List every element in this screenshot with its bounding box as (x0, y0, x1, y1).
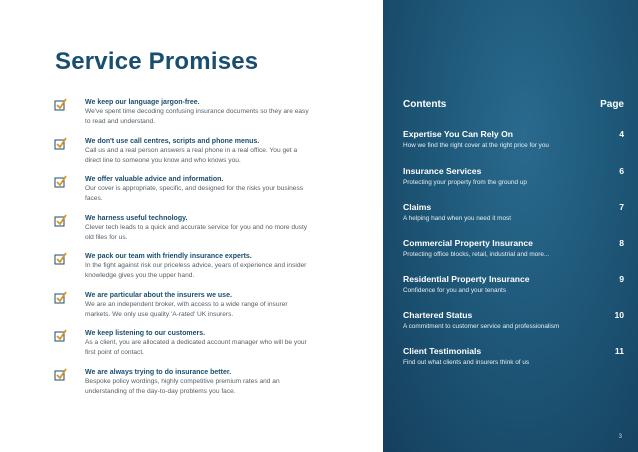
toc-item-commercial-property[interactable] (403, 237, 624, 260)
toc-item-title: Chartered Status (403, 310, 473, 320)
toc-item-title: Expertise You Can Rely On (403, 129, 514, 139)
checkbox-checked-icon (54, 252, 68, 266)
promise-item (54, 98, 312, 137)
checkbox-checked-icon (54, 214, 68, 228)
promise-item (54, 252, 312, 291)
promise-text: We've spent time decoding confusing insurance documents so they are easy to read and understand. (85, 108, 309, 125)
promise-text: As a client, you are allocated a dedicated account manager who will be your first point of contact. (85, 339, 307, 356)
checkbox-checked-icon (54, 368, 68, 382)
contents-header (403, 99, 624, 110)
toc-item-claims[interactable] (403, 201, 624, 224)
toc-item-title: Claims (403, 202, 432, 212)
toc-item-page: 11 (614, 346, 624, 356)
toc-item-title: Residential Property Insurance (403, 274, 530, 284)
promise-text: We are an independent broker, with access to a wide range of insurer markets. We only use quality 'A-rated' UK insurers. (85, 300, 288, 318)
toc-item-page: 7 (619, 202, 624, 212)
checkbox-checked-icon (54, 291, 68, 305)
toc-item-insurance-services[interactable] (403, 165, 624, 188)
promise-text: Call us and a real person answers a real phone in a real office. You get a direct line to someone you know and who knows you. (85, 146, 298, 164)
toc-item-page: 6 (619, 166, 624, 176)
promise-heading: We keep our language jargon-free. (85, 99, 200, 106)
promise-item (54, 329, 312, 368)
promise-item (54, 175, 312, 214)
toc-item-residential-property[interactable] (403, 273, 624, 296)
checkbox-checked-icon (54, 137, 68, 151)
page-column-label: Page (600, 99, 624, 110)
checkbox-checked-icon (54, 329, 68, 343)
promise-text: Our cover is appropriate, specific, and designed for the risks your business faces. (85, 185, 304, 202)
promise-text: Bespoke policy wordings, highly competitive premium rates and an understanding of the day-to-day problems you face. (85, 377, 280, 395)
promise-heading: We offer valuable advice and information. (85, 176, 224, 183)
contents-heading: Contents (403, 99, 447, 110)
toc-item-page: 4 (619, 129, 624, 139)
promise-text: Clever tech leads to a quick and accurate service for you and no more dusty old files for us. (85, 223, 308, 241)
toc-item-subtitle: A helping hand when you need it most (403, 215, 512, 222)
toc-item-chartered-status[interactable] (403, 309, 624, 332)
toc-item-subtitle: Protecting your property from the ground up (403, 179, 527, 186)
toc-item-title: Insurance Services (403, 166, 482, 176)
promise-heading: We don't use call centres, scripts and phone menus. (85, 137, 260, 145)
promise-heading: We are particular about the insurers we use. (85, 291, 232, 299)
toc-item-subtitle: Confidence for you and your tenants (403, 287, 507, 294)
promise-heading: We are always trying to do insurance better. (85, 368, 232, 376)
toc-item-page: 8 (619, 238, 624, 248)
checkbox-checked-icon (54, 175, 68, 189)
promises-list (54, 98, 312, 406)
toc-item-expertise[interactable] (403, 128, 624, 151)
promise-heading: We pack our team with friendly insurance experts. (85, 253, 252, 260)
toc-item-subtitle: Protecting office blocks, retail, industrial and more... (403, 251, 550, 258)
checkbox-checked-icon (54, 98, 68, 112)
toc-item-page: 10 (614, 310, 624, 320)
toc-item-title: Client Testimonials (403, 346, 482, 356)
promise-item (54, 291, 312, 330)
toc-item-client-testimonials[interactable] (403, 345, 624, 368)
toc-item-subtitle: How we find the right cover at the right price for you (403, 142, 549, 149)
page-title: Service Promises (55, 48, 259, 75)
promise-item (54, 137, 312, 176)
toc-item-subtitle: A commitment to customer service and professionalism (403, 323, 560, 330)
contents-panel (383, 0, 638, 452)
promise-item (54, 368, 312, 407)
toc-item-title: Commercial Property Insurance (403, 238, 533, 248)
promise-heading: We harness useful technology. (85, 214, 188, 222)
page-number: 3 (618, 434, 622, 440)
toc-item-page: 9 (619, 274, 624, 284)
promise-item (54, 214, 312, 253)
promise-heading: We keep listening to our customers. (85, 330, 206, 337)
promise-text: In the fight against risk our priceless advice, years of experience and insider knowledge gives you the upper hand. (85, 262, 307, 279)
toc-item-subtitle: Find out what clients and insurers think of us (403, 359, 530, 366)
